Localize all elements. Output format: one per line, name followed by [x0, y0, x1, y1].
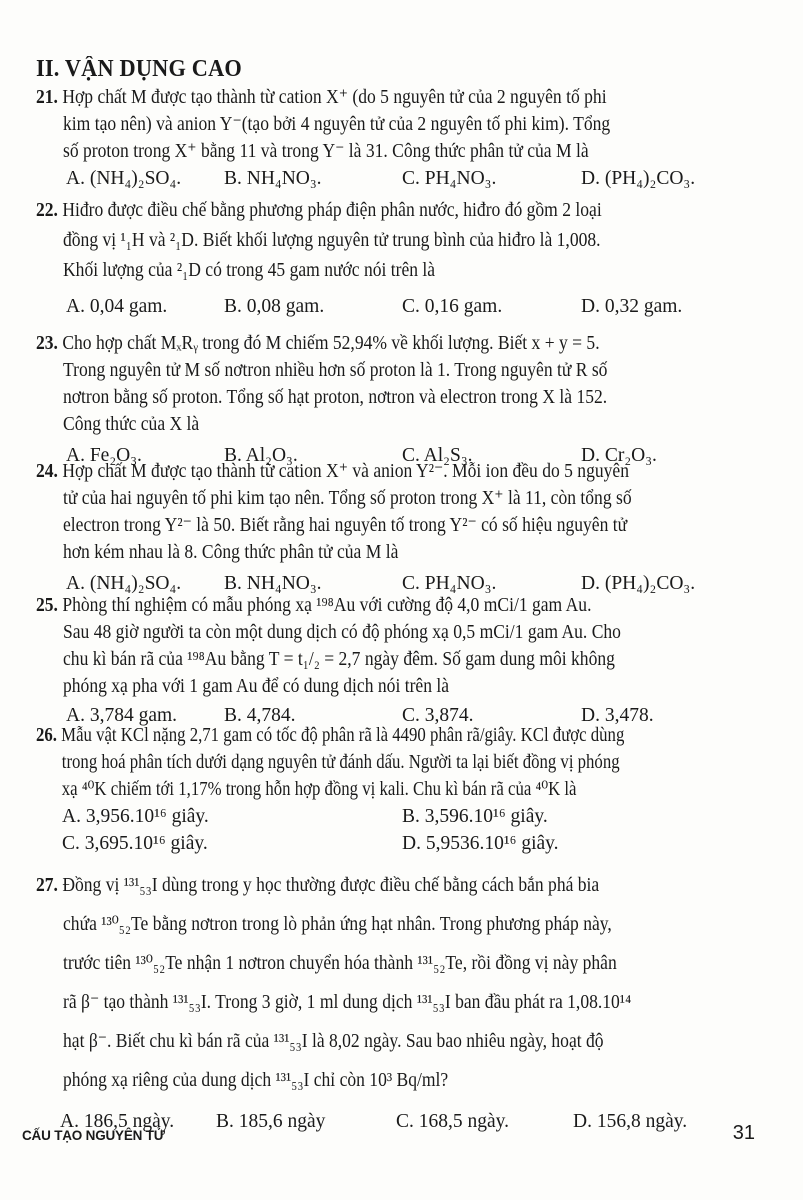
- option-a: A. 0,04 gam.: [66, 296, 168, 317]
- chapter-footer: CẤU TẠO NGUYÊN TỬ: [22, 1128, 165, 1143]
- question-text: kim tạo nên) và anion Y⁻(tạo bởi 4 nguyên tử của 2 nguyên tố phi kim). Tổng: [63, 114, 611, 135]
- question-26: [36, 722, 766, 857]
- question-text: Đồng vị ¹³¹₅₃I dùng trong y học thường được điều chế bằng cách bắn phá bia: [62, 875, 600, 896]
- answer-options: [36, 165, 766, 192]
- option-d: D. 0,32 gam.: [581, 296, 683, 317]
- question-text: rã β⁻ tạo thành ¹³¹₅₃I. Trong 3 giờ, 1 ml dung dịch ¹³¹₅₃I ban đầu phát ra 1,08.10¹⁴: [63, 992, 632, 1013]
- answer-options: [36, 292, 766, 319]
- question-text: Khối lượng của ²₁D có trong 45 gam nước nói trên là: [63, 260, 436, 281]
- question-text: Công thức của X là: [63, 414, 200, 435]
- question-text: trước tiên ¹³⁰₅₂Te nhận 1 nơtron chuyển hóa thành ¹³¹₅₂Te, rồi đồng vị này phân: [63, 953, 617, 974]
- option-a: A. 3,956.10¹⁶ giây.: [62, 806, 209, 827]
- question-text: đồng vị ¹₁H và ²₁D. Biết khối lượng nguyên tử trung bình của hiđro là 1,008.: [63, 230, 601, 251]
- option-c: C. 168,5 ngày.: [396, 1111, 510, 1132]
- option-b: B. 4,784.: [224, 705, 296, 726]
- question-text: phóng xạ pha với 1 gam Au để có dung dịch nói trên là: [63, 676, 450, 697]
- option-a: A. Fe₂O₃.: [66, 445, 142, 466]
- question-text: hạt β⁻. Biết chu kì bán rã của ¹³¹₅₃I là 8,02 ngày. Sau bao nhiêu ngày, hoạt độ: [63, 1031, 604, 1052]
- question-text: xạ ⁴⁰K chiếm tới 1,17% trong hỗn hợp đồng vị kali. Chu kì bán rã của ⁴⁰K là: [61, 779, 577, 800]
- option-d: D. 5,9536.10¹⁶ giây.: [402, 833, 559, 854]
- option-b: B. Al₂O₃.: [224, 445, 298, 466]
- question-number: 21.: [36, 87, 58, 108]
- question-text: Trong nguyên tử M số nơtron nhiều hơn số proton là 1. Trong nguyên tử R số: [63, 360, 608, 381]
- question-text: nơtron bằng số proton. Tổng số hạt proton, nơtron và electron trong X là 152.: [63, 387, 608, 408]
- option-b: B. 185,6 ngày: [216, 1111, 326, 1132]
- section-title: II. VẬN DỤNG CAO: [36, 56, 242, 82]
- option-c: C. PH₄NO₃.: [402, 573, 497, 594]
- question-22: [36, 196, 766, 319]
- option-d: D. Cr₂O₃.: [581, 445, 657, 466]
- question-text: electron trong Y²⁻ là 50. Biết rằng hai nguyên tố trong Y²⁻ có số hiệu nguyên tử: [63, 515, 628, 536]
- question-text: Hợp chất M được tạo thành từ cation X⁺ và anion Y²⁻. Mỗi ion đều do 5 nguyên: [62, 461, 629, 482]
- option-d: D. (PH₄)₂CO₃.: [581, 168, 696, 189]
- question-number: 26.: [36, 725, 57, 746]
- option-a: A. 186,5 ngày.: [60, 1111, 175, 1132]
- question-text: chứa ¹³⁰₅₂Te bằng nơtron trong lò phản ứng hạt nhân. Trong phương pháp này,: [63, 914, 612, 935]
- question-text: hơn kém nhau là 8. Công thức phân tử của M là: [63, 542, 399, 563]
- option-d: D. 156,8 ngày.: [573, 1111, 688, 1132]
- question-text: số proton trong X⁺ bằng 11 và trong Y⁻ là 31. Công thức phân tử của M là: [63, 141, 589, 162]
- question-text: Hợp chất M được tạo thành từ cation X⁺ (do 5 nguyên tử của 2 nguyên tố phi: [62, 87, 607, 108]
- option-a: A. (NH₄)₂SO₄.: [66, 168, 182, 189]
- option-b: B. NH₄NO₃.: [224, 168, 322, 189]
- question-text: Hiđro được điều chế bằng phương pháp điện phân nước, hiđro đó gồm 2 loại: [62, 200, 602, 221]
- page-number: 31: [732, 1122, 755, 1144]
- option-c: C. 0,16 gam.: [402, 296, 503, 317]
- option-d: D. (PH₄)₂CO₃.: [581, 573, 696, 594]
- option-b: B. NH₄NO₃.: [224, 573, 322, 594]
- option-c: C. 3,874.: [402, 705, 474, 726]
- question-number: 25.: [36, 595, 58, 616]
- question-text: trong hoá phân tích dưới dạng nguyên tử đánh dấu. Người ta lại biết đồng vị phóng: [61, 752, 620, 773]
- question-27: [36, 866, 766, 1132]
- question-number: 22.: [36, 200, 58, 221]
- question-text: phóng xạ riêng của dung dịch ¹³¹₅₃I chỉ còn 10³ Bq/ml?: [63, 1070, 449, 1091]
- option-c: C. PH₄NO₃.: [402, 168, 497, 189]
- question-text: chu kì bán rã của ¹⁹⁸Au bằng T = t₁/₂ = 2,7 ngày đêm. Số gam dung môi không: [63, 649, 615, 670]
- option-b: B. 0,08 gam.: [224, 296, 325, 317]
- answer-options-row-2: [36, 830, 766, 857]
- question-23: [36, 330, 766, 469]
- question-text: Cho hợp chất MₓRᵧ trong đó M chiếm 52,94% về khối lượng. Biết x + y = 5.: [62, 333, 600, 354]
- option-c: C. Al₂S₃.: [402, 445, 473, 466]
- option-d: D. 3,478.: [581, 705, 654, 726]
- question-number: 24.: [36, 461, 58, 482]
- question-number: 23.: [36, 333, 58, 354]
- question-text: Sau 48 giờ người ta còn một dung dịch có độ phóng xạ 0,5 mCi/1 gam Au. Cho: [63, 622, 621, 643]
- question-text: tử của hai nguyên tố phi kim tạo nên. Tổng số proton trong X⁺ là 11, còn tổng số: [63, 488, 632, 509]
- question-number: 27.: [36, 875, 58, 896]
- answer-options: [36, 1102, 766, 1132]
- question-text: Mẫu vật KCl nặng 2,71 gam có tốc độ phân rã là 4490 phân rã/giây. KCl được dùng: [61, 725, 625, 746]
- question-24: [36, 458, 766, 597]
- option-b: B. 3,596.10¹⁶ giây.: [402, 806, 548, 827]
- option-c: C. 3,695.10¹⁶ giây.: [62, 833, 208, 854]
- option-a: A. 3,784 gam.: [66, 705, 178, 726]
- answer-options-row-1: [36, 803, 766, 830]
- question-text: Phòng thí nghiệm có mẫu phóng xạ ¹⁹⁸Au với cường độ 4,0 mCi/1 gam Au.: [62, 595, 592, 616]
- question-21: [36, 84, 766, 192]
- question-25: [36, 592, 766, 729]
- option-a: A. (NH₄)₂SO₄.: [66, 573, 182, 594]
